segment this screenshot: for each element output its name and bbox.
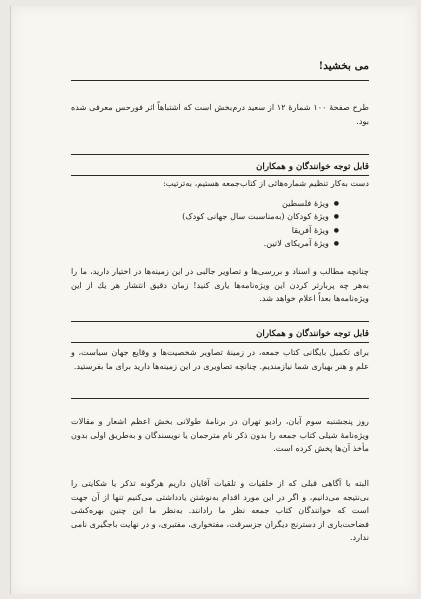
correction-paragraph: طرح صفحهٔ ۱۰۰ شمارهٔ ۱۲ از سعید درم‌بخش است که اشتباهاً اثر فورحس معرفی شده بود.	[71, 102, 369, 126]
notice1-heading: قابل توجه خوانندگان و همکاران	[256, 162, 369, 172]
section-rule	[71, 154, 369, 155]
notice1-intro: دست به‌کار تنظیم شماره‌هائی از کتاب‌جمعه هستیم، به‌ترتیب:	[162, 178, 369, 188]
list-item: ● ویژهٔ آمریکای لاتین.	[71, 237, 369, 250]
notice2-heading-rule	[71, 342, 369, 343]
section-rule	[71, 321, 369, 322]
list-item: ● ویژهٔ فلسطین	[71, 197, 369, 210]
page-title: می بخشید!	[318, 60, 369, 72]
title-rule	[71, 80, 369, 81]
list-item: ● ویژهٔ آفریقا	[71, 224, 369, 237]
notice2-body: برای تکمیل بایگانی کتاب جمعه، در زمینهٔ تصاویر شخصیت‌ها و وقایع جهان سیاست، و علم و هنر بهیاری شما نیازمندیم. چنانچه تصاویری در این زمینه‌ها دارید برای ما بفرستید.	[71, 347, 369, 371]
list-item: ● ویژهٔ کودکان (به‌مناسبت سال جهانی کودک)	[71, 210, 369, 223]
notice1-heading-rule	[71, 175, 369, 176]
article-paragraph-1: روز پنجشنبه سوم آبان، رادیو تهران در برنامهٔ طولانی بخش اعظم اشعار و مقالات ویژه‌نامهٔ شیلی کتاب جمعه را بدون ذکر نام مترجمان یا نویسندگان و به‌طریق اولی بدون مأخذ آن‌ها پخش کرده است.	[71, 416, 369, 454]
section-rule	[71, 398, 369, 399]
article-paragraph-2: البته با آگاهی قبلی که از خلقیات و تلقیات آقایان داریم هرگونه تذکر یا شکایتی را بی‌نتیجه می‌دانیم، و اگر در این مورد اقدام به‌نوشتن یادداشتی می‌کنیم تنها از آن جهت است که خوانندگان کتاب جمعه نظر ما رادانند. به‌نظر ما این چنین بهره‌کشی فضاحت‌باری از دسترنج دیگران جزسرقت، مفتخواری، مفتبری، و در نهایت باجگیری نامی ندارد.	[71, 478, 369, 543]
magazine-page	[10, 6, 417, 594]
special-issues-list	[71, 197, 369, 251]
notice2-heading: قابل توجه خوانندگان و همکاران	[256, 329, 369, 339]
notice1-body: چنانچه مطالب و اسناد و بررسی‌ها و تصاویر جالبی در این زمینه‌ها در اختیار دارید، ما را به‌هر چه پربارتر کردن این ویژه‌نامه‌ها یاری کنید! زمان دقیق انتشار هر یك از این ویژه‌نامه‌ها بعداً اعلام خواهد شد.	[71, 266, 369, 304]
